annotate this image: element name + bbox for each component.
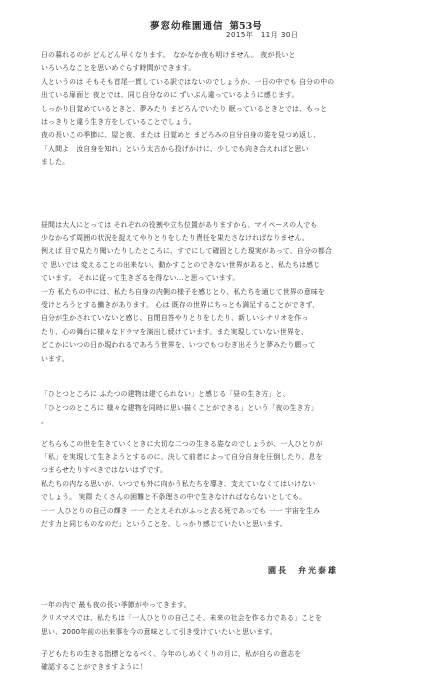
text-line: 「ひとつところに ふたつの建物は建てられない」と感じる「昼の生き方」と、 <box>41 390 290 399</box>
text-line <box>41 196 393 209</box>
text-line: 子どもたちの生きる指標となるべく、今年のしめくくりの月に、私が自らの意志を <box>41 650 302 659</box>
text-line: はっきりと違う生き方をしていることでしょう。 <box>41 117 196 126</box>
text-line: いろいろなことを思いめぐらす時間ができます。 <box>41 64 196 73</box>
text-line: ました。 <box>41 158 70 167</box>
text-line: 私たちの内なる思いが、いつでも外に向かう私たちを導き、支えていなくてはいけない <box>41 479 316 488</box>
text-line: 「ひとつのところに 様々な建物を同時に思い描くことができる」という「夜の生き方」 <box>41 403 318 412</box>
text-line: しっかり目覚めているときと、夢みたり まどろんでいたり 眠っているときとでは、もっと <box>41 104 328 113</box>
text-line <box>41 531 393 544</box>
paragraph-gap <box>41 639 393 648</box>
paragraph-2 <box>41 219 393 380</box>
text-line: どこかにいつの日か現われるであろう世界を、いつでもつむぎ出そうと夢みたり願って <box>41 341 316 350</box>
newsletter-title: 夢窓幼稚園通信 <box>150 21 224 32</box>
text-line: 夜の長いこの季節に、屋と夜、または 日覚めと まどろみの自分自身の姿を見つめ返し、 <box>41 131 321 140</box>
paragraph-gap <box>41 429 393 438</box>
masthead <box>150 14 340 32</box>
paragraph-gap <box>41 379 393 388</box>
text-line: 。 <box>41 417 49 426</box>
text-line: クリスマスでは、私たちは「一人ひとりの自己こそ、未来の社会を作る力である」ことを <box>41 614 323 623</box>
text-line: 人というのは そもそも首尾一貫している訳ではないのでしょうか、一日の中でも 自分の中の <box>41 77 335 86</box>
text-line: 少なからず周囲の状況を捉えてやりとりをしたり責任を果たさなければなりません。 <box>41 234 309 243</box>
text-line: 受けとろうとする働きがあります。 心は 既存の世界にちっとも満足することができず、 <box>41 301 320 310</box>
paragraph-3 <box>41 388 393 428</box>
issue-date: 2015年 11月 30日 <box>226 31 299 39</box>
text-line: 「人間よ 汝自身を知れ」という太古から投げかけに、少しでも向き合えればと思い <box>41 144 309 153</box>
text-line: たり、心の舞台に様々なドラマを演出し続けています。また実現していない世界を、 <box>41 327 308 336</box>
text-line <box>41 170 393 183</box>
paragraph-gap <box>41 585 393 599</box>
text-line: 確認することができますように！ <box>41 663 147 672</box>
text-line: 一年の内で 最も夜の長い季節がやってきます。 <box>41 600 191 609</box>
paragraph-4 <box>41 438 393 585</box>
text-line: 一方 私たちの中には、私たち自身の内側の様子を感じとり、私たちを通じて世界の意味を <box>41 287 325 296</box>
text-line: 日の暮れるのが どんどん早くなります。 なかなか夜も明けません。 夜が長いと <box>41 51 296 59</box>
text-line <box>41 558 393 571</box>
text-line: 自分が生かされていないと感じ、自閉自答やりとりをしたり、新しいシナリオを作っ <box>41 314 309 323</box>
issue-number: 第53号 <box>229 21 262 32</box>
paragraph-gap <box>41 210 393 219</box>
text-line: 例えば 目で見たり聞いたりしたところに、すでにして確固とした現実があって、自分の都合 <box>41 247 333 256</box>
text-line: 昼間は大人にとっては それぞれの役割や立ち位置がありますから、マイペースの人でも <box>41 220 318 229</box>
text-line <box>41 545 393 558</box>
letter-body <box>41 49 393 675</box>
text-line: 一一 人ひとりの自己の輝き 一一 たとえそれがふっと去る死であっても 一一 宇宙を生み <box>41 506 321 515</box>
text-line <box>41 571 393 584</box>
text-line: だす力と同じものなのだ」ということを、しっかり感じていたいと思います。 <box>41 519 287 528</box>
text-line <box>41 366 393 379</box>
text-line: 思い、2000年前の出来事を今の意味として引き受けていたいと思います。 <box>41 627 277 636</box>
text-line: つまらせたりすべきではないはずです。 <box>41 466 168 475</box>
text-line: います。 <box>41 354 69 363</box>
text-line: 「私」を実現して生きようとするのに、決して前者によって自分自身を圧倒したり、息を <box>41 452 323 461</box>
text-line <box>41 183 393 196</box>
paragraph-6 <box>41 648 393 675</box>
text-line: で 思いでは 変えることの出来ない、動かすことのできない世界があると、私たちは感じ <box>41 260 321 269</box>
text-line: 出ている扉面と 夜とでは、同じ自分なのに ずいぶん違っているように感じます。 <box>41 91 299 100</box>
text-line: どちらもこの世を生きていくときに大切な二つの生きる姿なのでしょうが、一人ひとりが <box>41 439 323 448</box>
text-line: ています。 それに従って生きざるを得ない…と思っています。 <box>41 274 240 283</box>
paragraph-1 <box>41 49 393 210</box>
text-line: でしょう。 実際 たくさんの困難と不条理さの中で生きなければならないとしても。 <box>41 493 307 502</box>
principal-signature: 園長 弁光泰雄 <box>268 566 338 575</box>
paragraph-5 <box>41 599 393 639</box>
